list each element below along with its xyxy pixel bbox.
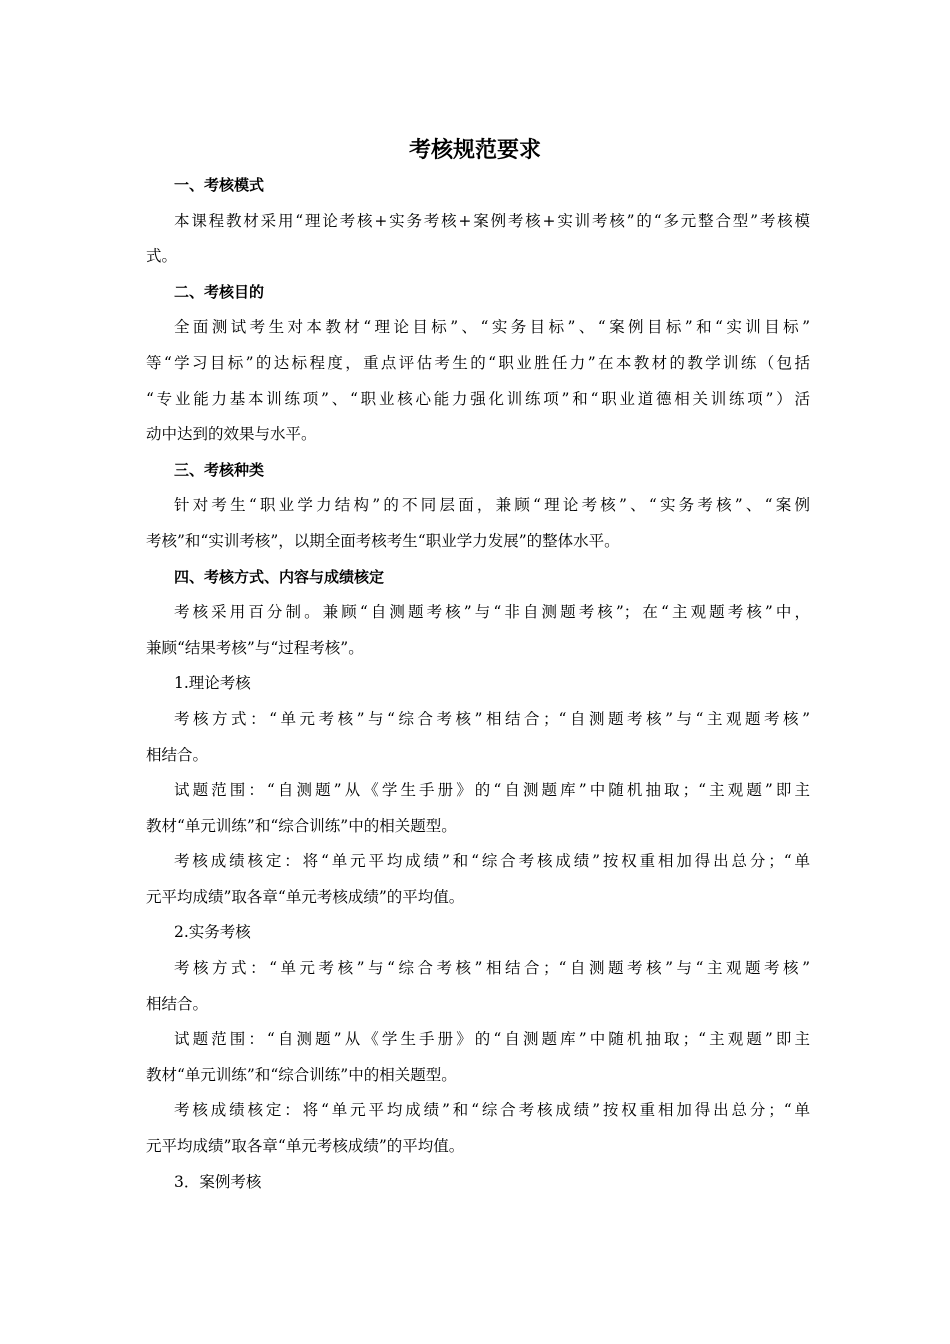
paragraph-line: 考核采用百分制。兼顾“自测题考核”与“非自测题考核”；在“主观题考核”中， (174, 603, 810, 622)
paragraph-line: 相结合。 (146, 994, 209, 1013)
section-heading: 三、考核种类 (174, 460, 265, 479)
paragraph-line: “专业能力基本训练项”、“职业核心能力强化训练项”和“职业道德相关训练项”）活 (146, 389, 811, 408)
section-heading: 四、考核方式、内容与成绩核定 (174, 567, 385, 586)
page-title: 考核规范要求 (408, 138, 541, 163)
section-heading: 3．案例考核 (174, 1172, 262, 1191)
paragraph-line: 试题范围：“自测题”从《学生手册》的“自测题库”中随机抽取；“主观题”即主 (174, 781, 810, 800)
paragraph-line: 元平均成绩”取各章“单元考核成绩”的平均值。 (146, 1137, 465, 1156)
paragraph-line: 式。 (146, 247, 178, 266)
paragraph-line: 兼顾“结果考核”与“过程考核”。 (146, 638, 364, 657)
document-body (146, 168, 810, 1200)
paragraph-line: 教材“单元训练”和“综合训练”中的相关题型。 (146, 816, 457, 835)
paragraph-line: 本课程教材采用“理论考核+实务考核+案例考核+实训考核”的“多元整合型”考核模 (174, 211, 810, 230)
paragraph-line: 考核方式：“单元考核”与“综合考核”相结合；“自测题考核”与“主观题考核” (174, 959, 810, 978)
paragraph-line: 动中达到的效果与水平。 (146, 425, 317, 444)
paragraph-line: 试题范围：“自测题”从《学生手册》的“自测题库”中随机抽取；“主观题”即主 (174, 1030, 810, 1049)
paragraph-line: 考核方式：“单元考核”与“综合考核”相结合；“自测题考核”与“主观题考核” (174, 709, 810, 728)
paragraph-line: 相结合。 (146, 745, 209, 764)
section-heading: 一、考核模式 (174, 176, 265, 194)
paragraph-line: 元平均成绩”取各章“单元考核成绩”的平均值。 (146, 887, 465, 906)
paragraph-line: 针对考生“职业学力结构”的不同层面，兼顾“理论考核”、“实务考核”、“案例 (174, 496, 810, 515)
paragraph-line: 考核”和“实训考核”，以期全面考核考生“职业学力发展”的整体水平。 (146, 531, 620, 550)
section-heading: 1.理论考核 (174, 674, 251, 693)
section-heading: 2.实务考核 (174, 923, 251, 942)
paragraph-line: 全面测试考生对本教材“理论目标”、“实务目标”、“案例目标”和“实训目标” (174, 318, 810, 337)
section-heading: 二、考核目的 (174, 282, 265, 301)
paragraph-line: 教材“单元训练”和“综合训练”中的相关题型。 (146, 1065, 457, 1084)
paragraph-line: 等“学习目标”的达标程度，重点评估考生的“职业胜任力”在本教材的教学训练（包括 (146, 353, 810, 372)
paragraph-line: 考核成绩核定：将“单元平均成绩”和“综合考核成绩”按权重相加得出总分；“单 (174, 852, 810, 871)
paragraph-line: 考核成绩核定：将“单元平均成绩”和“综合考核成绩”按权重相加得出总分；“单 (174, 1101, 810, 1120)
